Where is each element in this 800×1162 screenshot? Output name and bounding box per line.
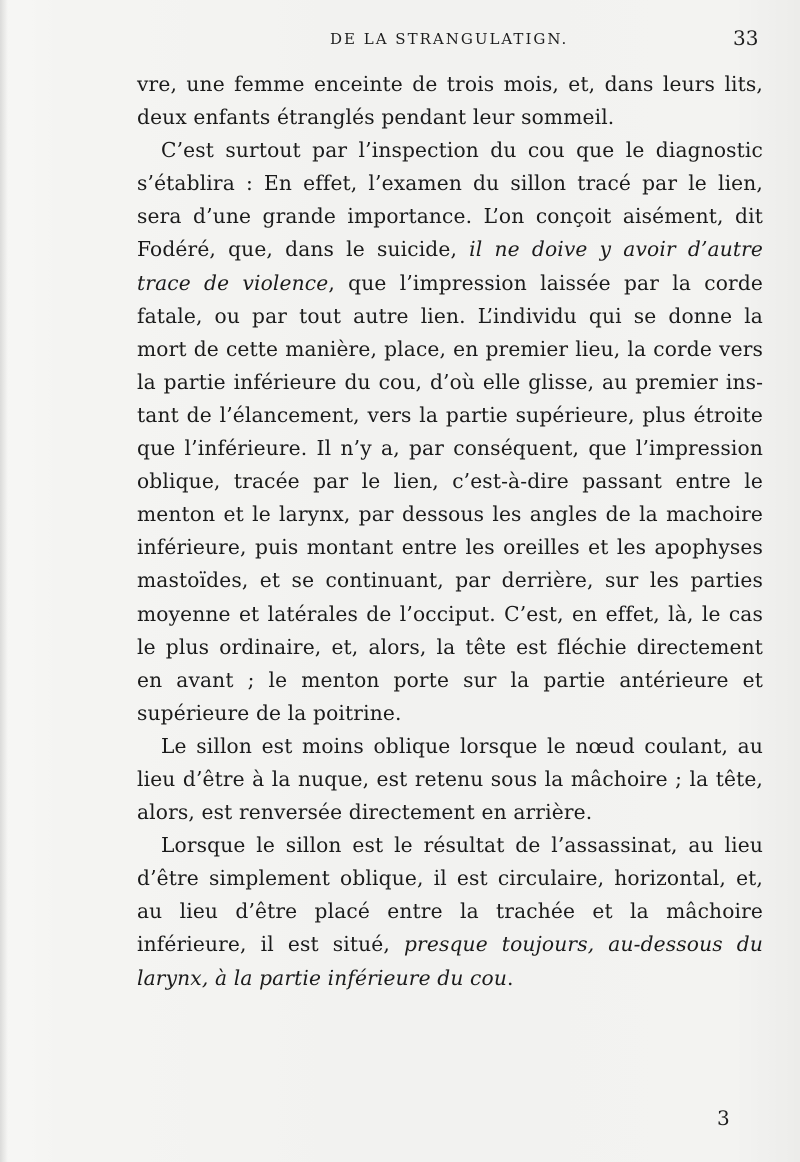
body-text bbox=[137, 68, 763, 995]
text-segment: Lorsque le sillon est le résultat de l’assassinat, au lieu d’être simplement oblique, il est circulaire, horizontal, et, au lieu d’être placé entre la trachée et la mâchoire inférieure, il est situé, bbox=[137, 833, 763, 957]
page-number: 33 bbox=[733, 26, 759, 50]
italic-text: il ne doive y avoir d’autre trace de violence bbox=[137, 237, 764, 295]
italic-text: presque toujours, au-dessous du larynx, à la partie inférieure du cou bbox=[137, 932, 764, 990]
text-segment: vre, une femme enceinte de trois mois, et, dans leurs lits, deux enfants étranglés pendant leur sommeil. bbox=[137, 72, 763, 130]
running-head: DE LA STRANGULATIGN. bbox=[330, 30, 569, 48]
signature-mark: 3 bbox=[717, 1106, 730, 1130]
page-gutter-shadow bbox=[0, 0, 8, 1162]
text-segment: , que l’impression laissée par la corde fatale, ou par tout autre lien. L’individu qui se donne la mort de cette manière, place, en premier lieu, la corde vers la partie inférieure du cou, d’où elle glisse, au premier instant de l’élancement, vers la partie supérieure, plus étroite que l’inférieure. Il n’y a, par conséquent, que l’impression oblique, tracée par le lien, c’est-à-dire passant entre le menton et le larynx, par dessous les angles de la machoire inférieure, puis montant entre les oreilles et les apophyses mastoïdes, et se continuant, par derrière, sur les parties moyenne et latérales de l’occiput. C’est, en effet, là, le cas le plus ordinaire, et, alors, la tête est fléchie directement en avant ; le menton porte sur la partie antérieure et supérieure de la poitrine. bbox=[137, 270, 764, 725]
paragraph bbox=[137, 68, 763, 134]
paragraph bbox=[137, 829, 763, 994]
text-segment: Le sillon est moins oblique lorsque le nœud coulant, au lieu d’être à la nuque, est retenu sous la mâchoire ; la tête, alors, est renversée directement en arrière. bbox=[137, 733, 763, 825]
paragraph bbox=[137, 134, 763, 730]
text-segment: . bbox=[506, 965, 514, 990]
text-segment: C’est surtout par l’inspection du cou que le diagnostic s’établira : En effet, l’examen du sillon tracé par le lien, sera d’une grande importance. L’on conçoit aisément, dit Fodéré, que, dans le suicide, bbox=[137, 138, 763, 262]
paragraph bbox=[137, 730, 763, 829]
